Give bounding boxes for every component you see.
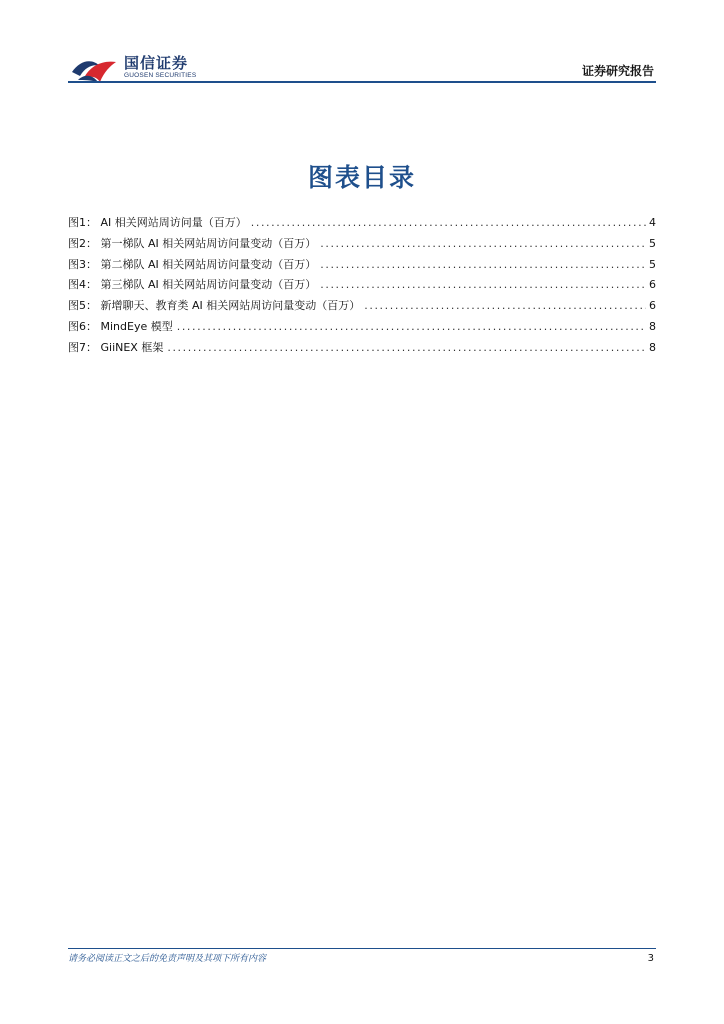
footer-divider [68,948,656,949]
toc-leader-dots [251,216,646,229]
logo-english-name: GUOSEN SECURITIES [124,72,197,79]
toc-leader-dots [320,278,646,291]
toc-entry[interactable] [68,318,656,339]
toc-entry-label: 图7： GiiNEX 框架 [68,340,164,354]
toc-entry-page: 8 [649,340,656,354]
toc-leader-dots [320,258,646,271]
toc-entry-page: 5 [649,257,656,271]
toc-entry-page: 6 [649,278,656,292]
toc-entry[interactable] [68,339,656,360]
toc-entry-page: 8 [649,319,656,333]
table-of-figures [68,214,656,360]
page-header [0,0,724,90]
report-type-label: 证券研究报告 [581,64,654,78]
toc-entry[interactable] [68,214,656,235]
footer-disclaimer: 请务必阅读正文之后的免责声明及其项下所有内容 [68,954,267,964]
toc-entry-page: 6 [649,299,656,313]
toc-entry-page: 5 [649,236,656,250]
page-number: 3 [647,953,654,964]
logo-chinese-name: 国信证券 [124,54,189,72]
toc-entry-label: 图5： 新增聊天、教育类 AI 相关网站周访问量变动（百万） [68,299,361,313]
toc-leader-dots [320,237,646,250]
toc-entry[interactable] [68,235,656,256]
toc-entry[interactable] [68,256,656,277]
toc-entry[interactable] [68,276,656,297]
toc-entry-label: 图3： 第二梯队 AI 相关网站周访问量变动（百万） [68,257,317,271]
toc-leader-dots [364,299,646,312]
toc-leader-dots [167,341,646,354]
toc-entry-label: 图4： 第三梯队 AI 相关网站周访问量变动（百万） [68,278,317,292]
header-divider [68,81,656,83]
toc-title: 图表目录 [307,163,416,192]
toc-entry-page: 4 [649,216,656,229]
toc-entry-label: 图1： AI 相关网站周访问量（百万） [68,216,247,229]
toc-leader-dots [177,320,646,333]
toc-entry-label: 图2： 第一梯队 AI 相关网站周访问量变动（百万） [68,236,317,250]
toc-entry-label: 图6： MindEye 模型 [68,319,173,333]
toc-entry[interactable] [68,297,656,318]
